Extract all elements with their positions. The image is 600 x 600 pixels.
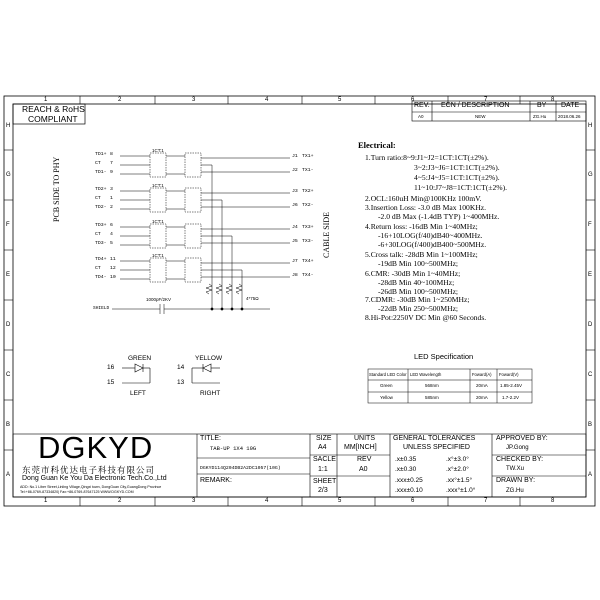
- led-spec-title: LED Specification: [414, 352, 474, 361]
- electrical-spec-line: -2.0 dB Max (-1.4dB TYP) 1~400MHz.: [378, 212, 500, 221]
- electrical-spec-line: 7.CDMR: -30dB Min 1~250MHz;: [365, 295, 470, 304]
- approved-label: APPROVED BY:: [496, 435, 548, 442]
- left-pin-label: TD4+: [95, 257, 107, 262]
- by-value: ZG.Hu: [533, 114, 547, 119]
- rev-label: REV: [357, 456, 372, 463]
- right-pin-signal: TX1+: [302, 154, 314, 159]
- zone-letter: A: [6, 472, 11, 478]
- left-pin-number: 11: [110, 257, 116, 262]
- ct-network: [201, 165, 242, 296]
- shield-label: SHIELD: [93, 306, 110, 311]
- date-value: 2018.06.26: [558, 114, 581, 119]
- tolerance-cell: .x±0.35: [395, 456, 417, 463]
- led-spec-cell: 568nm: [425, 383, 439, 388]
- zone-number: 1: [44, 97, 48, 103]
- tolerance-cell: .xxx°±1.0°: [446, 487, 476, 494]
- led-spec-cell: Yellow: [380, 395, 393, 400]
- zone-number: 3: [192, 498, 196, 504]
- left-pin-number: 10: [110, 275, 116, 280]
- zone-letter: E: [588, 272, 593, 278]
- right-pin-label: J6: [292, 203, 298, 208]
- left-pin-number: 5: [110, 241, 113, 246]
- compliance-line2: COMPLIANT: [28, 114, 78, 124]
- zone-number: 6: [411, 498, 415, 504]
- left-pin-label: TD4-: [95, 275, 107, 280]
- led-spec-header: Standard LED Color: [369, 372, 407, 377]
- left-pin-number: 7: [110, 161, 113, 166]
- left-pin-label: TD2-: [95, 205, 107, 210]
- size-label: SIZE: [316, 435, 332, 442]
- left-pin-number: 2: [110, 205, 113, 210]
- green-led-pin-a: 16: [107, 364, 115, 371]
- pcb-side-label: PCB SIDE TO PHY: [52, 156, 61, 222]
- right-pin-label: J2: [292, 168, 298, 173]
- left-pin-label: TD2+: [95, 187, 107, 192]
- rev-header: REV.: [414, 102, 430, 109]
- left-pin-label: TD1-: [95, 170, 107, 175]
- yellow-led-name: YELLOW: [195, 355, 223, 362]
- led-spec-cell: 1.7-2.2V: [502, 395, 520, 400]
- electrical-spec-line: 1.Turn ratio:8~9:J1~J2=1CT:1CT(±2%).: [365, 153, 489, 162]
- zone-letter: A: [588, 472, 593, 478]
- left-pin-label: CT: [95, 266, 101, 271]
- led-spec-cell: 20mA: [476, 383, 488, 388]
- company-logo: DGKYD: [38, 430, 154, 465]
- zone-letter: F: [588, 222, 592, 228]
- ratio-mark: 1CT:1: [152, 219, 164, 224]
- part-value: DGKYD114Q204DB2A2DC1057(10G): [200, 466, 281, 471]
- zone-letter: C: [6, 372, 11, 378]
- zone-letter: B: [6, 422, 11, 428]
- zone-number: 5: [338, 97, 342, 103]
- zone-letter: B: [588, 422, 593, 428]
- right-pin-label: J5: [292, 239, 298, 244]
- right-pin-label: J1: [292, 154, 298, 159]
- zone-letter: D: [6, 322, 11, 328]
- electrical-spec-line: 6.CMR: -30dB Min 1~40MHz;: [365, 269, 461, 278]
- electrical-spec-line: 5.Cross talk: -28dB Min 1~100MHz;: [365, 250, 478, 259]
- ecn-header: ECN / DESCRIPTION: [441, 102, 510, 109]
- zone-letter: E: [6, 272, 11, 278]
- zone-number: 1: [44, 498, 48, 504]
- remark-label: REMARK:: [200, 477, 232, 484]
- electrical-spec-line: -22dB Min 250~500MHz;: [378, 304, 459, 313]
- electrical-spec-line: 4.Return loss: -16dB Min 1~40MHz;: [365, 222, 478, 231]
- zone-letter: H: [6, 123, 11, 129]
- tolerance-cell: .xx°±1.5°: [446, 477, 473, 484]
- right-pin-signal: TX3+: [302, 225, 314, 230]
- left-pin-number: 3: [110, 187, 113, 192]
- company-address: ADD: No.1 Liber Street,Linling Village,Qingxi town, DongGuan City,GuangDong Province: [20, 485, 162, 489]
- right-pin-signal: TX4+: [302, 259, 314, 264]
- right-pin-signal: TX4-: [302, 273, 314, 278]
- left-pin-number: 6: [110, 223, 113, 228]
- led-diagrams: [122, 364, 220, 383]
- zone-number: 8: [551, 97, 555, 103]
- green-led-side: LEFT: [130, 390, 146, 397]
- electrical-title: Electrical:: [358, 140, 396, 150]
- ecn-value: NEW: [475, 114, 486, 119]
- left-pin-label: CT: [95, 161, 101, 166]
- zone-letter: F: [6, 222, 10, 228]
- left-pin-number: 9: [110, 170, 113, 175]
- led-spec-header: Foward(A): [472, 372, 492, 377]
- left-pin-label: TD1+: [95, 152, 107, 157]
- right-pin-signal: TX2+: [302, 189, 314, 194]
- tolerance-cell: .x°±2.0°: [446, 466, 469, 473]
- led-spec-cell: 20mA: [476, 395, 488, 400]
- electrical-spec-line: -16+10LOG(f/40)dB40~400MHz.: [378, 231, 483, 240]
- left-pin-label: TD3-: [95, 241, 107, 246]
- right-pin-signal: TX2-: [302, 203, 314, 208]
- title-label: TITLE:: [200, 435, 222, 442]
- approved-value: JP.Gong: [506, 445, 529, 451]
- left-pin-number: 8: [110, 152, 113, 157]
- company-name-cn: 东莞市科优达电子科技有限公司: [22, 465, 156, 475]
- yellow-led-pin-a: 14: [177, 364, 185, 371]
- right-pin-label: J7: [292, 259, 298, 264]
- scale-value: 1:1: [318, 466, 328, 473]
- zone-number: 3: [192, 97, 196, 103]
- zone-number: 2: [118, 97, 122, 103]
- zone-letter: H: [588, 123, 593, 129]
- right-pin-label: J8: [292, 273, 298, 278]
- cable-side-label: CABLE SIDE: [322, 212, 331, 258]
- schematic: [112, 153, 290, 314]
- checked-value: TW.Xu: [506, 466, 525, 472]
- zone-number: 5: [338, 498, 342, 504]
- led-spec-cell: 1.85-2.45V: [500, 383, 523, 388]
- date-header: DATE: [561, 102, 580, 109]
- yellow-led-pin-b: 13: [177, 379, 185, 386]
- electrical-spec-line: -28dB Min 40~100MHz;: [378, 278, 455, 287]
- left-pin-number: 4: [110, 232, 113, 237]
- compliance-line1: REACH & RoHS: [22, 104, 85, 114]
- electrical-spec-line: 2.OCL:160uH Min@100KHz 100mV.: [365, 194, 482, 203]
- cap-label: 1000pF/2KV: [146, 297, 172, 302]
- right-pin-label: J4: [292, 225, 298, 230]
- rev-value: A0: [418, 114, 424, 119]
- led-spec-cell: 585nm: [425, 395, 439, 400]
- tolerance-cell: .xxx±0.25: [395, 477, 423, 484]
- zone-letter: D: [588, 322, 593, 328]
- tolerance-cell: .x°±3.0°: [446, 456, 469, 463]
- green-led-name: GREEN: [128, 355, 152, 362]
- sheet-label: SHEET: [313, 478, 337, 485]
- ratio-mark: 1CT:1: [152, 183, 164, 188]
- zone-number: 7: [484, 97, 488, 103]
- left-wires: [120, 156, 150, 279]
- electrical-spec-line: -19dB Min 100~500MHz;: [378, 259, 459, 268]
- zone-letter: G: [588, 172, 593, 178]
- drawn-label: DRAWN BY:: [496, 477, 536, 484]
- zone-letter: C: [588, 372, 593, 378]
- units-value: MM[INCH]: [344, 444, 377, 451]
- left-pin-number: 12: [110, 266, 116, 271]
- ratio-mark: 1CT:1: [152, 148, 164, 153]
- zone-number: 6: [411, 97, 415, 103]
- transformers: [150, 153, 201, 282]
- zone-number: 8: [551, 498, 555, 504]
- right-pin-signal: TX3-: [302, 239, 314, 244]
- company-name-en: Dong Guan Ke You Da Electronic Tech.Co.,Ltd: [22, 475, 167, 482]
- yellow-led-side: RIGHT: [200, 390, 221, 397]
- electrical-spec-line: 8.Hi-Pot:2250V DC Min @60 Seconds.: [365, 313, 487, 322]
- left-pin-label: CT: [95, 232, 101, 237]
- electrical-spec-line: 4~5:J4~J5=1CT:1CT(±2%).: [414, 173, 500, 182]
- rev-value-tb: A0: [359, 466, 368, 473]
- title-value: TAB-UP 1X4 10G: [210, 445, 257, 452]
- zone-number: 2: [118, 498, 122, 504]
- green-led-pin-b: 15: [107, 379, 115, 386]
- zone-number: 4: [265, 97, 269, 103]
- right-pin-signal: TX1-: [302, 168, 314, 173]
- zone-number: 7: [484, 498, 488, 504]
- led-spec-cell: Green: [380, 383, 393, 388]
- right-wires: [201, 158, 290, 277]
- tolerance-cell: .x±0.30: [395, 466, 417, 473]
- electrical-spec-line: 3~2:J3~J6=1CT:1CT(±2%).: [414, 163, 500, 172]
- ratio-mark: 1CT:1: [152, 253, 164, 258]
- electrical-spec-line: -26dB Min 100~500MHz;: [378, 287, 459, 296]
- electrical-spec-line: 3.Insertion Loss: -3.0 dB Max 100KHz.: [365, 203, 487, 212]
- led-spec-header: LED Wavelength: [410, 372, 442, 377]
- drawn-value: ZG.Hu: [506, 488, 524, 494]
- left-pin-number: 1: [110, 196, 113, 201]
- company-contact: Tel:+86-0769-87334820| Fax:+86-0769-87647125 WWW.DGKYD.COM: [20, 490, 134, 494]
- tolerance-title1: GENERAL TOLERANCES: [393, 435, 476, 442]
- tolerance-title2: UNLESS SPECIFIED: [403, 444, 470, 451]
- sheet-value: 2/3: [318, 487, 328, 494]
- zone-letter: G: [6, 172, 11, 178]
- left-pin-label: CT: [95, 196, 101, 201]
- units-label: UNITS: [354, 435, 375, 442]
- electrical-spec-line: 11~10:J7~J8=1CT:1CT(±2%).: [414, 183, 507, 192]
- left-pin-label: TD3+: [95, 223, 107, 228]
- electrical-spec-line: -6+30LOG(f/400)dB400~500MHz.: [378, 240, 487, 249]
- scale-label: SACLE: [313, 456, 336, 463]
- right-pin-label: J3: [292, 189, 298, 194]
- tolerance-cell: .xxx±0.10: [395, 487, 423, 494]
- led-spec-header: Foward(V): [499, 372, 519, 377]
- size-value: A4: [318, 444, 327, 451]
- resistor-label: 4*75Ω: [246, 296, 259, 301]
- by-header: BY: [537, 102, 547, 109]
- checked-label: CHECKED BY:: [496, 456, 544, 463]
- zone-number: 4: [265, 498, 269, 504]
